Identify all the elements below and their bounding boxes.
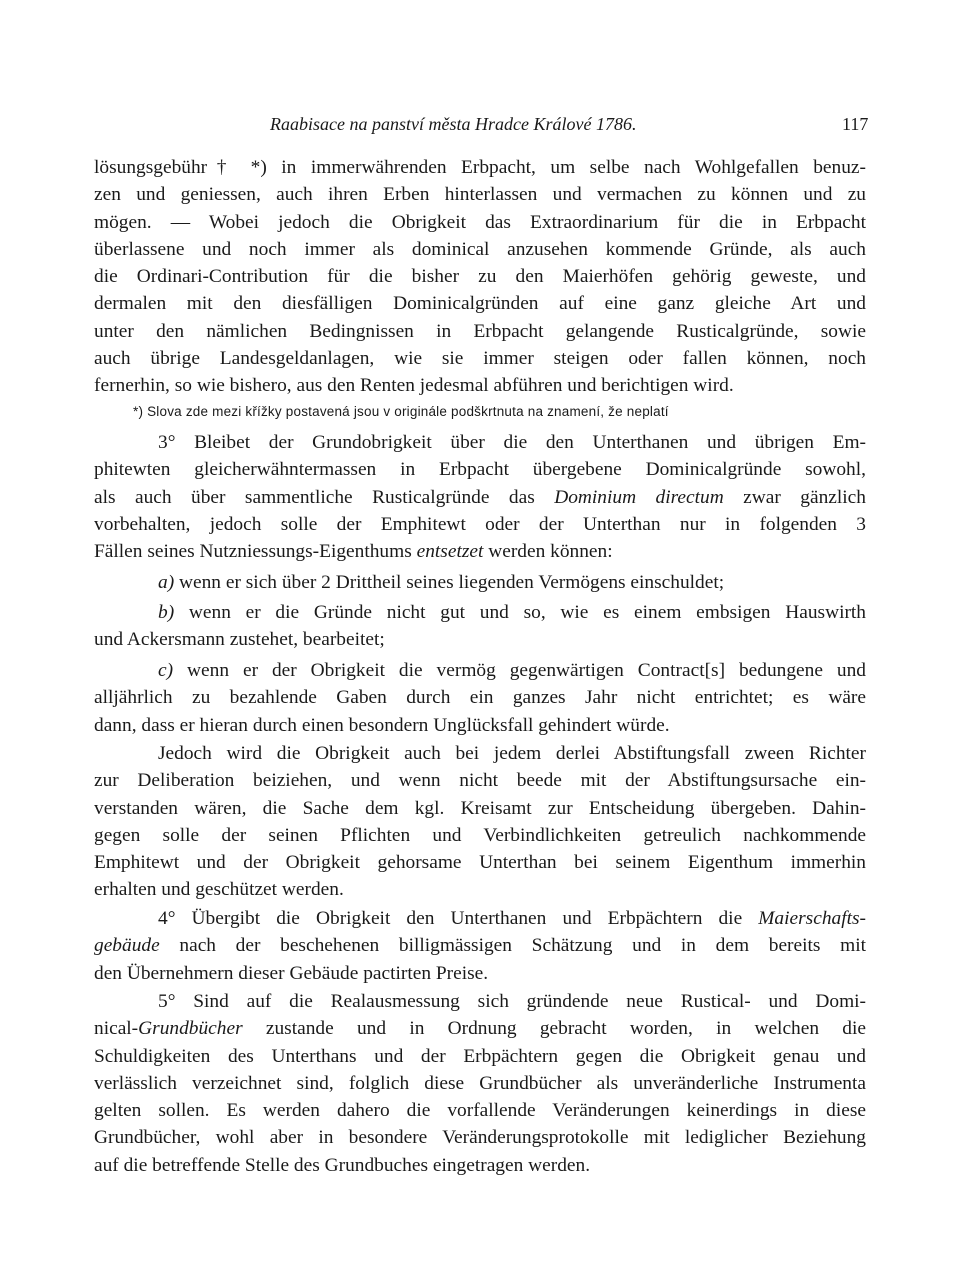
text-line: vorbehalten, jedoch solle der Emphitewt oder der Unterthan nur in folgenden 3 bbox=[94, 513, 866, 535]
text-line: lösungsgebühr† *) in immerwährenden Erbpacht, um selbe nach Wohlgefallen benuz- bbox=[94, 157, 866, 178]
text-line: Fällen seines Nutzniessungs-Eigenthums entsetzet werden können: bbox=[94, 541, 613, 563]
item-marker: a) bbox=[158, 572, 175, 593]
text-line: mögen. — Wobei jedoch die Obrigkeit das Extraordinarium für die in Erbpacht bbox=[94, 211, 866, 233]
item-marker: c) bbox=[158, 660, 174, 681]
text-line: überlassene und noch immer als dominical anzusehen kommende Gründe, als auch bbox=[94, 238, 866, 260]
text-line: 3° Bleibet der Grundobrigkeit über die den Unterthanen und übrigen Em- bbox=[158, 432, 866, 453]
text-line: a) wenn er sich über 2 Drittheil seines liegenden Vermögens einschuldet; bbox=[158, 572, 725, 593]
text-line: gegen solle der seinen Pflichten und Verbindlichkeiten getreulich nachkommende bbox=[94, 824, 866, 846]
text-line: erhalten und geschützet werden. bbox=[94, 879, 344, 901]
italic-term: Dominium directum bbox=[554, 486, 724, 508]
text-line: 4° Übergibt die Obrigkeit den Unterthanen und Erbpächtern die Maierschafts- bbox=[158, 908, 866, 929]
text-line: Jedoch wird die Obrigkeit auch bei jedem derlei Abstiftungsfall zween Richter bbox=[158, 743, 866, 764]
text-line: gebäude nach der beschehenen billigmässigen Schätzung und in dem bereits mit bbox=[94, 935, 866, 957]
text-line: alljährlich zu bezahlende Gaben durch ein ganzes Jahr nicht entrichtet; es wäre bbox=[94, 687, 866, 709]
text-line: zur Deliberation beiziehen, und wenn nicht beede mit der Abstiftungsursache ein- bbox=[94, 770, 866, 792]
text-line: c) wenn er der Obrigkeit die vermög gegenwärtigen Contract[s] bedungene und bbox=[158, 660, 866, 681]
text-line: unter den nämlichen Bedingnissen in Erbpacht gelangende Rusticalgründe, sowie bbox=[94, 320, 866, 342]
page-number: 117 bbox=[842, 114, 869, 134]
text-line: nical-Grundbücher zustande und in Ordnung gebracht worden, in welchen die bbox=[94, 1018, 866, 1040]
text-line: verlässlich verzeichnet sind, folglich diese Grundbücher als unveränderliche Instrumenta bbox=[94, 1072, 866, 1094]
text-line: Grundbücher, wohl aber in besondere Veränderungsprotokolle mit lediglicher Beziehung bbox=[94, 1127, 866, 1149]
text-line: phitewten gleicherwähntermassen in Erbpacht übergebene Dominicalgründe sowohl, bbox=[94, 459, 866, 481]
paragraph-4-degree bbox=[94, 905, 866, 987]
footnote: *) Slova zde mezi křížky postavená jsou v originále podškrtnuta na znamení, že neplatí bbox=[133, 404, 669, 419]
text-line: fernerhin, so wie bishero, aus den Renten jedesmal abführen und berichtigen wird. bbox=[94, 375, 734, 397]
italic-term: entsetzet bbox=[416, 541, 484, 563]
text-line: als auch über sammentliche Rusticalgründe das Dominium directum zwar gänzlich bbox=[94, 486, 866, 508]
text-line: b) wenn er die Gründe nicht gut und so, wie es einem embsigen Hauswirth bbox=[158, 602, 866, 623]
text-line: verstanden wären, die Sache dem kgl. Kreisamt zur Entscheidung übergeben. Dahin- bbox=[94, 797, 866, 819]
list-item-a bbox=[94, 569, 866, 596]
list-item-c bbox=[94, 657, 866, 739]
text-line: 5° Sind auf die Realausmessung sich gründende neue Rustical- und Domi- bbox=[158, 991, 866, 1012]
italic-term: Maierschafts- bbox=[758, 908, 866, 929]
text-line: gelten sollen. Es werden dahero die vorfallende Veränderungen keinerdings in diese bbox=[94, 1100, 866, 1122]
running-header-title: Raabisace na panství města Hradce Králové 1786. bbox=[270, 114, 637, 134]
paragraph-5-degree bbox=[94, 988, 866, 1179]
text-line: zen und geniessen, auch ihren Erben hinterlassen und vermachen zu können und zu bbox=[94, 184, 866, 206]
text-line: Emphitewt und der Obrigkeit gehorsame Unterthan bei seinem Eigenthum immerhin bbox=[94, 852, 866, 874]
list-item-b bbox=[94, 599, 866, 654]
text-line: die Ordinari-Contribution für die bisher zu den Maierhöfen gehörig geweste, und bbox=[94, 266, 866, 288]
paragraph-jedoch bbox=[94, 740, 866, 904]
text-line: dermalen mit den diesfälligen Dominicalgründen auf eine ganz gleiche Art und bbox=[94, 293, 866, 315]
paragraph-3-degree bbox=[94, 429, 866, 565]
paragraph-1 bbox=[94, 154, 866, 400]
item-marker: b) bbox=[158, 602, 175, 623]
italic-term: gebäude bbox=[94, 935, 160, 957]
text-line: Schuldigkeiten des Unterthans und der Erbpächtern gegen die Obrigkeit genau und bbox=[94, 1045, 866, 1067]
text-line: dann, dass er hieran durch einen besondern Unglücksfall gehindert würde. bbox=[94, 714, 670, 736]
text-line: und Ackersmann zustehet, bearbeitet; bbox=[94, 629, 385, 651]
text-line: auf die betreffende Stelle des Grundbuches eingetragen werden. bbox=[94, 1154, 591, 1176]
text-line: den Übernehmern dieser Gebäude pactirten Preise. bbox=[94, 962, 489, 984]
italic-term: Grundbücher bbox=[138, 1018, 243, 1040]
text-line: auch übrige Landesgeldanlagen, wie sie immer steigen oder fallen können, noch bbox=[94, 348, 866, 370]
